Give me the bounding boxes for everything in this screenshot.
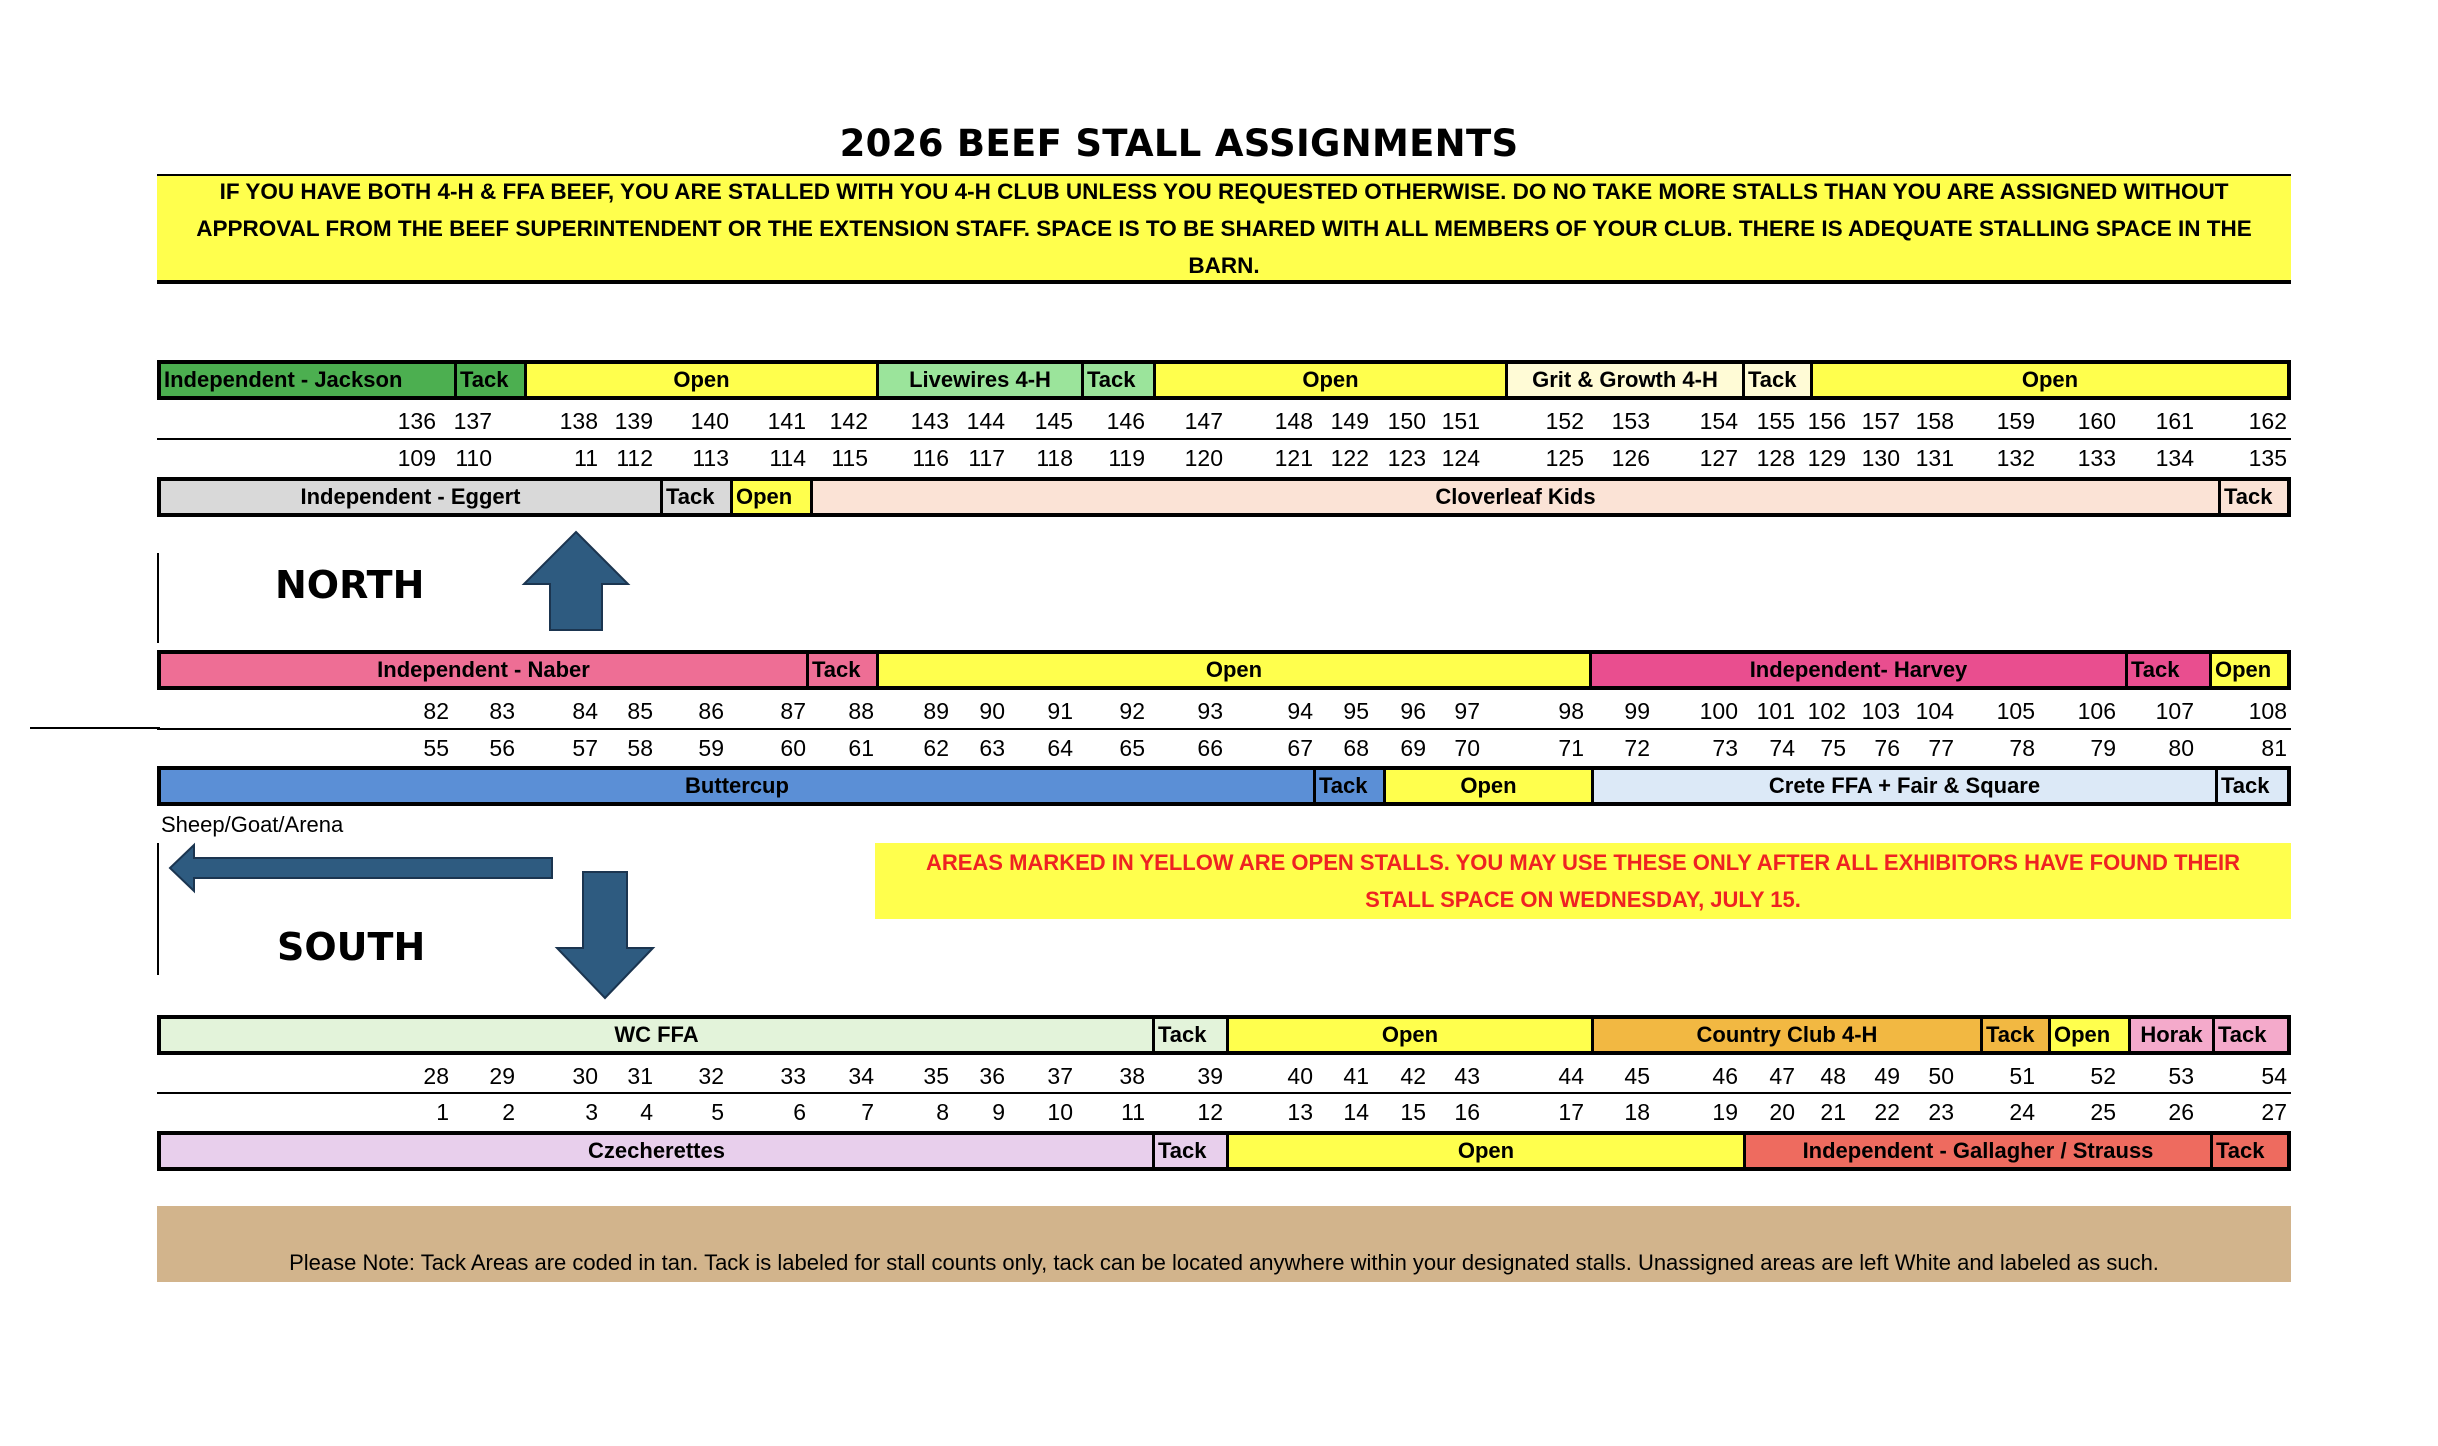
stall-number: 91: [1047, 698, 1073, 724]
stall-number: 119: [1108, 445, 1145, 471]
stall-number: 7: [861, 1099, 874, 1125]
stall-number: 103: [1861, 698, 1900, 724]
stall-number: 56: [489, 735, 515, 761]
stall-number: 76: [1874, 735, 1900, 761]
stall-number: 60: [780, 735, 806, 761]
stall-number: 42: [1400, 1063, 1426, 1089]
stall-number: 145: [1034, 408, 1073, 434]
stall-number: 84: [572, 698, 598, 724]
tack-note-text: Please Note: Tack Areas are coded in tan. Tack is labeled for stall counts only, tack can be located anywhere within your designated stalls. Unassigned areas are left White and labeled as such.: [289, 1250, 2159, 1275]
stall-number: 62: [923, 735, 949, 761]
stall-number: 123: [1387, 445, 1426, 471]
stall-assignment-open: Open: [1229, 1019, 1594, 1051]
stall-number: 39: [1197, 1063, 1223, 1089]
stall-number: 43: [1454, 1063, 1480, 1089]
stall-number: 104: [1915, 698, 1954, 724]
stall-assignment-horak: Horak: [2131, 1019, 2215, 1051]
stall-number: 57: [572, 735, 598, 761]
stall-number: 67: [1287, 735, 1313, 761]
stall-number: 71: [1558, 735, 1584, 761]
stall-assignment-tack: Tack: [1155, 1019, 1229, 1051]
open-stalls-note: [875, 843, 2291, 919]
south-arrow-icon: [555, 870, 655, 1000]
stall-bar-row3-north: [157, 1015, 2291, 1055]
stall-number: 11: [1121, 1099, 1145, 1125]
stall-number: 137: [453, 408, 492, 434]
stall-number: 48: [1820, 1063, 1846, 1089]
stall-assignment-open: Open: [2051, 1019, 2131, 1051]
stall-number: 41: [1343, 1063, 1369, 1089]
stall-number: 30: [572, 1063, 598, 1089]
stall-number: 147: [1184, 408, 1223, 434]
stall-number: 51: [2009, 1063, 2035, 1089]
stall-number: 120: [1184, 445, 1223, 471]
stall-number: 8: [936, 1099, 949, 1125]
stall-number: 118: [1036, 445, 1073, 471]
stall-number: 128: [1756, 445, 1795, 471]
stalling-notice: [157, 176, 2291, 284]
stall-number: 139: [614, 408, 653, 434]
stall-assignment-independent-harvey: Independent- Harvey: [1592, 654, 2128, 686]
stall-assignment-independent-gallagher-strauss: Independent - Gallagher / Strauss: [1746, 1135, 2213, 1167]
stall-number: 66: [1197, 735, 1223, 761]
stall-number: 81: [2261, 735, 2287, 761]
stall-bar-row3-south: [157, 1131, 2291, 1171]
stall-assignment-open: Open: [1813, 364, 2287, 396]
stall-number: 149: [1330, 408, 1369, 434]
stall-number: 63: [979, 735, 1005, 761]
stall-number: 59: [698, 735, 724, 761]
stall-assignment-independent-naber: Independent - Naber: [161, 654, 809, 686]
west-arrow-icon: [168, 843, 554, 893]
stall-number: 29: [489, 1063, 515, 1089]
stall-assignment-open: Open: [733, 481, 813, 513]
stall-number: 33: [780, 1063, 806, 1089]
stall-bar-row2-south: [157, 766, 2291, 806]
stall-number: 9: [992, 1099, 1005, 1125]
stall-number: 92: [1119, 698, 1145, 724]
stall-number: 101: [1756, 698, 1795, 724]
stall-assignment-tack: Tack: [2218, 770, 2287, 802]
stall-number: 116: [912, 445, 949, 471]
stall-number: 6: [793, 1099, 806, 1125]
stall-number: 98: [1558, 698, 1584, 724]
stall-number: 2: [502, 1099, 515, 1125]
stall-number: 64: [1047, 735, 1073, 761]
stall-assignment-open: Open: [527, 364, 879, 396]
stall-number: 72: [1624, 735, 1650, 761]
stall-number: 79: [2090, 735, 2116, 761]
stall-assignment-buttercup: Buttercup: [161, 770, 1316, 802]
stall-number: 19: [1712, 1099, 1738, 1125]
stall-number: 54: [2261, 1063, 2287, 1089]
stall-number: 45: [1624, 1063, 1650, 1089]
stall-number: 14: [1343, 1099, 1369, 1125]
stall-bar-row1-south: [157, 477, 2291, 517]
stall-assignment-tack: Tack: [2128, 654, 2212, 686]
stall-assignment-independent-eggert: Independent - Eggert: [161, 481, 663, 513]
stall-number: 90: [979, 698, 1005, 724]
stall-number: 146: [1106, 408, 1145, 434]
sheep-goat-arena-label: Sheep/Goat/Arena: [161, 812, 344, 837]
stall-assignment-tack: Tack: [1316, 770, 1386, 802]
stall-number: 77: [1928, 735, 1954, 761]
stall-number: 24: [2009, 1099, 2035, 1125]
stall-number: 112: [616, 445, 653, 471]
stall-number: 141: [767, 408, 806, 434]
stall-assignment-open: Open: [2212, 654, 2287, 686]
stall-number: 143: [910, 408, 949, 434]
stall-number: 65: [1119, 735, 1145, 761]
stall-numbers-row2-north: [157, 693, 2291, 729]
stall-number: 108: [2248, 698, 2287, 724]
stall-number: 1: [436, 1099, 449, 1125]
north-arrow-icon: [522, 530, 630, 632]
stall-number: 36: [979, 1063, 1005, 1089]
stall-number: 100: [1699, 698, 1738, 724]
stall-number: 162: [2248, 408, 2287, 434]
stall-number: 113: [692, 445, 729, 471]
stall-number: 26: [2168, 1099, 2194, 1125]
stall-number: 102: [1807, 698, 1846, 724]
stall-number: 75: [1820, 735, 1846, 761]
stall-assignment-open: Open: [879, 654, 1592, 686]
stall-assignment-tack: Tack: [457, 364, 527, 396]
stall-assignment-independent-jackson: Independent - Jackson: [161, 364, 457, 396]
stall-number: 15: [1400, 1099, 1426, 1125]
stall-number: 93: [1197, 698, 1223, 724]
stall-number: 21: [1820, 1099, 1846, 1125]
stall-number: 22: [1874, 1099, 1900, 1125]
stall-number: 125: [1545, 445, 1584, 471]
stall-number: 148: [1274, 408, 1313, 434]
stall-number: 160: [2077, 408, 2116, 434]
stall-number: 82: [423, 698, 449, 724]
stall-numbers-row1-north: [157, 403, 2291, 439]
stall-number: 16: [1454, 1099, 1480, 1125]
stall-number: 159: [1996, 408, 2035, 434]
stall-number: 86: [698, 698, 724, 724]
stall-number: 136: [397, 408, 436, 434]
stall-number: 4: [640, 1099, 653, 1125]
stall-number: 124: [1441, 445, 1480, 471]
stall-number: 3: [585, 1099, 598, 1125]
stall-number: 142: [829, 408, 868, 434]
stall-number: 88: [848, 698, 874, 724]
stall-number: 121: [1274, 445, 1313, 471]
stall-bar-row2-north: [157, 650, 2291, 690]
stall-number: 80: [2168, 735, 2194, 761]
stall-numbers-row3-south: [157, 1094, 2291, 1130]
stall-number: 109: [397, 445, 436, 471]
stall-number: 68: [1343, 735, 1369, 761]
stall-assignment-open: Open: [1386, 770, 1594, 802]
stall-number: 132: [1996, 445, 2035, 471]
stall-numbers-row3-north: [157, 1058, 2291, 1094]
stall-number: 55: [423, 735, 449, 761]
stall-number: 135: [2248, 445, 2287, 471]
stall-number: 131: [1915, 445, 1954, 471]
north-label: NORTH: [275, 563, 425, 607]
stall-number: 47: [1769, 1063, 1795, 1089]
stall-number: 40: [1287, 1063, 1313, 1089]
stall-assignment-open: Open: [1156, 364, 1508, 396]
stall-number: 46: [1712, 1063, 1738, 1089]
stall-number: 89: [923, 698, 949, 724]
stall-number: 74: [1769, 735, 1795, 761]
stall-assignment-wc-ffa: WC FFA: [161, 1019, 1155, 1051]
stall-number: 5: [711, 1099, 724, 1125]
stall-number: 153: [1611, 408, 1650, 434]
stall-number: 87: [780, 698, 806, 724]
stall-number: 52: [2090, 1063, 2116, 1089]
stall-number: 95: [1343, 698, 1369, 724]
stall-number: 83: [489, 698, 515, 724]
stall-number: 70: [1454, 735, 1480, 761]
stall-assignment-tack: Tack: [1745, 364, 1813, 396]
side-line: [30, 727, 160, 729]
stall-number: 18: [1624, 1099, 1650, 1125]
stall-assignment-crete-ffa-fair-square: Crete FFA + Fair & Square: [1594, 770, 2218, 802]
open-stalls-note-text: AREAS MARKED IN YELLOW ARE OPEN STALLS. YOU MAY USE THESE ONLY AFTER ALL EXHIBITORS HAVE FOUND THEIR STALL SPACE ON WEDNESDAY, JULY 15.: [925, 850, 2241, 912]
stall-number: 122: [1330, 445, 1369, 471]
stall-number: 17: [1558, 1099, 1584, 1125]
stall-number: 99: [1624, 698, 1650, 724]
stall-assignment-country-club-4-h: Country Club 4-H: [1594, 1019, 1983, 1051]
stall-number: 154: [1699, 408, 1738, 434]
stall-number: 127: [1699, 445, 1738, 471]
stall-number: 155: [1756, 408, 1795, 434]
south-label: SOUTH: [277, 925, 426, 969]
stall-assignment-cloverleaf-kids: Cloverleaf Kids: [813, 481, 2221, 513]
stall-number: 115: [831, 445, 868, 471]
stall-number: 151: [1441, 408, 1480, 434]
stall-assignment-tack: Tack: [1084, 364, 1156, 396]
stall-number: 78: [2009, 735, 2035, 761]
stall-assignment-grit-growth-4-h: Grit & Growth 4-H: [1508, 364, 1745, 396]
stall-number: 97: [1454, 698, 1480, 724]
stall-number: 105: [1996, 698, 2035, 724]
stall-number: 133: [2077, 445, 2116, 471]
stall-number: 11: [574, 445, 598, 471]
stall-number: 96: [1400, 698, 1426, 724]
stall-number: 58: [627, 735, 653, 761]
stall-number: 73: [1712, 735, 1738, 761]
stall-number: 38: [1119, 1063, 1145, 1089]
stall-number: 27: [2261, 1099, 2287, 1125]
stalling-notice-text: IF YOU HAVE BOTH 4-H & FFA BEEF, YOU ARE STALLED WITH YOU 4-H CLUB UNLESS YOU REQUESTED OTHERWISE. DO NO TAKE MORE STALLS THAN YOU ARE ASSIGNED WITHOUT APPROVAL FROM THE BEEF SUPERINTENDENT OR THE EXTENSION STAFF. SPACE IS TO BE SHARED WITH ALL MEMBERS OF YOUR CLUB. THERE IS ADEQUATE STALLING SPACE IN THE BARN.: [196, 178, 2252, 278]
stall-number: 28: [423, 1063, 449, 1089]
stall-number: 31: [627, 1063, 653, 1089]
stall-number: 20: [1769, 1099, 1795, 1125]
stall-number: 32: [698, 1063, 724, 1089]
stall-assignment-tack: Tack: [2215, 1019, 2287, 1051]
stall-number: 150: [1387, 408, 1426, 434]
stall-number: 126: [1611, 445, 1650, 471]
stall-number: 61: [848, 735, 874, 761]
stall-number: 44: [1558, 1063, 1584, 1089]
stall-number: 34: [848, 1063, 874, 1089]
stall-number: 35: [923, 1063, 949, 1089]
stall-number: 10: [1047, 1099, 1073, 1125]
stall-number: 12: [1197, 1099, 1223, 1125]
stall-numbers-row2-south: [157, 730, 2291, 766]
stall-number: 129: [1807, 445, 1846, 471]
stall-number: 69: [1400, 735, 1426, 761]
stall-number: 37: [1047, 1063, 1073, 1089]
stall-number: 13: [1287, 1099, 1313, 1125]
stall-assignment-czecherettes: Czecherettes: [161, 1135, 1155, 1167]
wall-line: [157, 843, 159, 975]
stall-number: 157: [1861, 408, 1900, 434]
stall-number: 144: [966, 408, 1005, 434]
stall-number: 117: [968, 445, 1005, 471]
stall-number: 94: [1287, 698, 1313, 724]
stall-number: 134: [2155, 445, 2194, 471]
stall-number: 106: [2077, 698, 2116, 724]
stall-assignment-tack: Tack: [2221, 481, 2287, 513]
stall-assignment-livewires-4-h: Livewires 4-H: [879, 364, 1084, 396]
tack-note: [157, 1206, 2291, 1282]
stall-number: 158: [1915, 408, 1954, 434]
stall-number: 130: [1861, 445, 1900, 471]
stall-number: 50: [1928, 1063, 1954, 1089]
stall-number: 23: [1928, 1099, 1954, 1125]
stall-number: 49: [1874, 1063, 1900, 1089]
stall-number: 107: [2155, 698, 2194, 724]
stall-number: 138: [559, 408, 598, 434]
stall-number: 140: [690, 408, 729, 434]
stall-number: 25: [2090, 1099, 2116, 1125]
stall-assignment-tack: Tack: [809, 654, 879, 686]
stall-number: 53: [2168, 1063, 2194, 1089]
stall-assignment-tack: Tack: [2213, 1135, 2287, 1167]
page-title: 2026 BEEF STALL ASSIGNMENTS: [839, 122, 1519, 165]
stall-assignment-tack: Tack: [1155, 1135, 1229, 1167]
stall-assignment-tack: Tack: [1983, 1019, 2051, 1051]
stall-bar-row1-north: [157, 360, 2291, 400]
stall-assignment-open: Open: [1229, 1135, 1746, 1167]
stall-number: 156: [1807, 408, 1846, 434]
stall-number: 85: [627, 698, 653, 724]
stall-number: 161: [2155, 408, 2194, 434]
stall-assignment-tack: Tack: [663, 481, 733, 513]
stall-number: 110: [455, 445, 492, 471]
wall-line: [157, 553, 159, 643]
stall-numbers-row1-south: [157, 440, 2291, 476]
stall-number: 152: [1545, 408, 1584, 434]
stall-number: 114: [769, 445, 806, 471]
